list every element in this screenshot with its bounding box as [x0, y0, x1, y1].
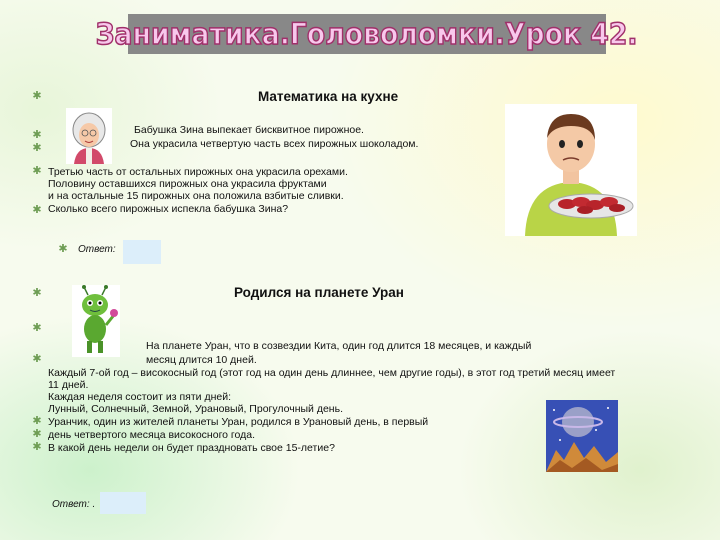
bullet-icon: ✱ — [32, 129, 42, 141]
planet-image — [546, 400, 618, 472]
section1-line: Половину оставшихся пирожных она украсила фруктами — [48, 178, 327, 190]
bullet-icon: ✱ — [32, 142, 42, 154]
section2-heading: Родился на планете Уран — [234, 285, 404, 300]
bullet-icon: ✱ — [32, 415, 42, 427]
grandma-image — [66, 108, 112, 164]
section2-line: Каждый 7-ой год – високосный год (этот год на один день длиннее, чем другие годы), в этот год третий месяц имеет — [48, 367, 616, 379]
man-with-cakes-icon — [505, 104, 637, 236]
section1-line: и на остальные 15 пирожных она положила взбитые сливки. — [48, 190, 344, 202]
bullet-icon: ✱ — [58, 243, 68, 255]
section1-line: Она украсила четвертую часть всех пирожных шоколадом. — [130, 138, 419, 150]
section2-line: Лунный, Солнечный, Земной, Урановый, Прогулочный день. — [48, 403, 343, 415]
section2-line: день четвертого месяца високосного года. — [48, 429, 256, 441]
section1-line: Сколько всего пирожных испекла бабушка Зина? — [48, 203, 289, 215]
section2-line: месяц длится 10 дней. — [146, 354, 257, 366]
planet-landscape-icon — [546, 400, 618, 472]
title-banner — [96, 14, 638, 54]
bullet-icon: ✱ — [32, 90, 42, 102]
bullet-icon: ✱ — [32, 165, 42, 177]
green-alien-icon — [72, 285, 120, 357]
section1-answer-label: Ответ: — [78, 244, 116, 255]
bullet-icon: ✱ — [32, 204, 42, 216]
section1-heading: Математика на кухне — [258, 89, 399, 104]
section2-line: В какой день недели он будет праздновать свое 15-летие? — [48, 442, 335, 454]
section2-line: Каждая неделя состоит из пяти дней: — [48, 391, 231, 403]
bullet-icon: ✱ — [32, 353, 42, 365]
bullet-icon: ✱ — [32, 287, 42, 299]
bullet-icon: ✱ — [32, 428, 42, 440]
section2-line: 11 дней. — [48, 379, 89, 391]
section2-answer-field[interactable] — [100, 492, 146, 514]
section1-line: Третью часть от остальных пирожных она украсила орехами. — [48, 166, 348, 178]
section2-line: Уранчик, один из жителей планеты Уран, родился в Урановый день, в первый — [48, 416, 429, 428]
alien-image — [72, 285, 120, 357]
page-title: Заниматика.Головоломки.Урок 42. — [96, 17, 638, 51]
bullet-icon: ✱ — [32, 322, 42, 334]
section1-answer-field[interactable] — [123, 240, 161, 264]
bullet-icon: ✱ — [32, 441, 42, 453]
man-image — [505, 104, 637, 236]
section2-answer-label: Ответ: . — [52, 499, 96, 510]
section2-line: На планете Уран, что в созвездии Кита, один год длится 18 месяцев, и каждый — [146, 340, 532, 352]
section1-line: Бабушка Зина выпекает бисквитное пирожное. — [134, 124, 364, 136]
grandma-icon — [66, 108, 112, 164]
